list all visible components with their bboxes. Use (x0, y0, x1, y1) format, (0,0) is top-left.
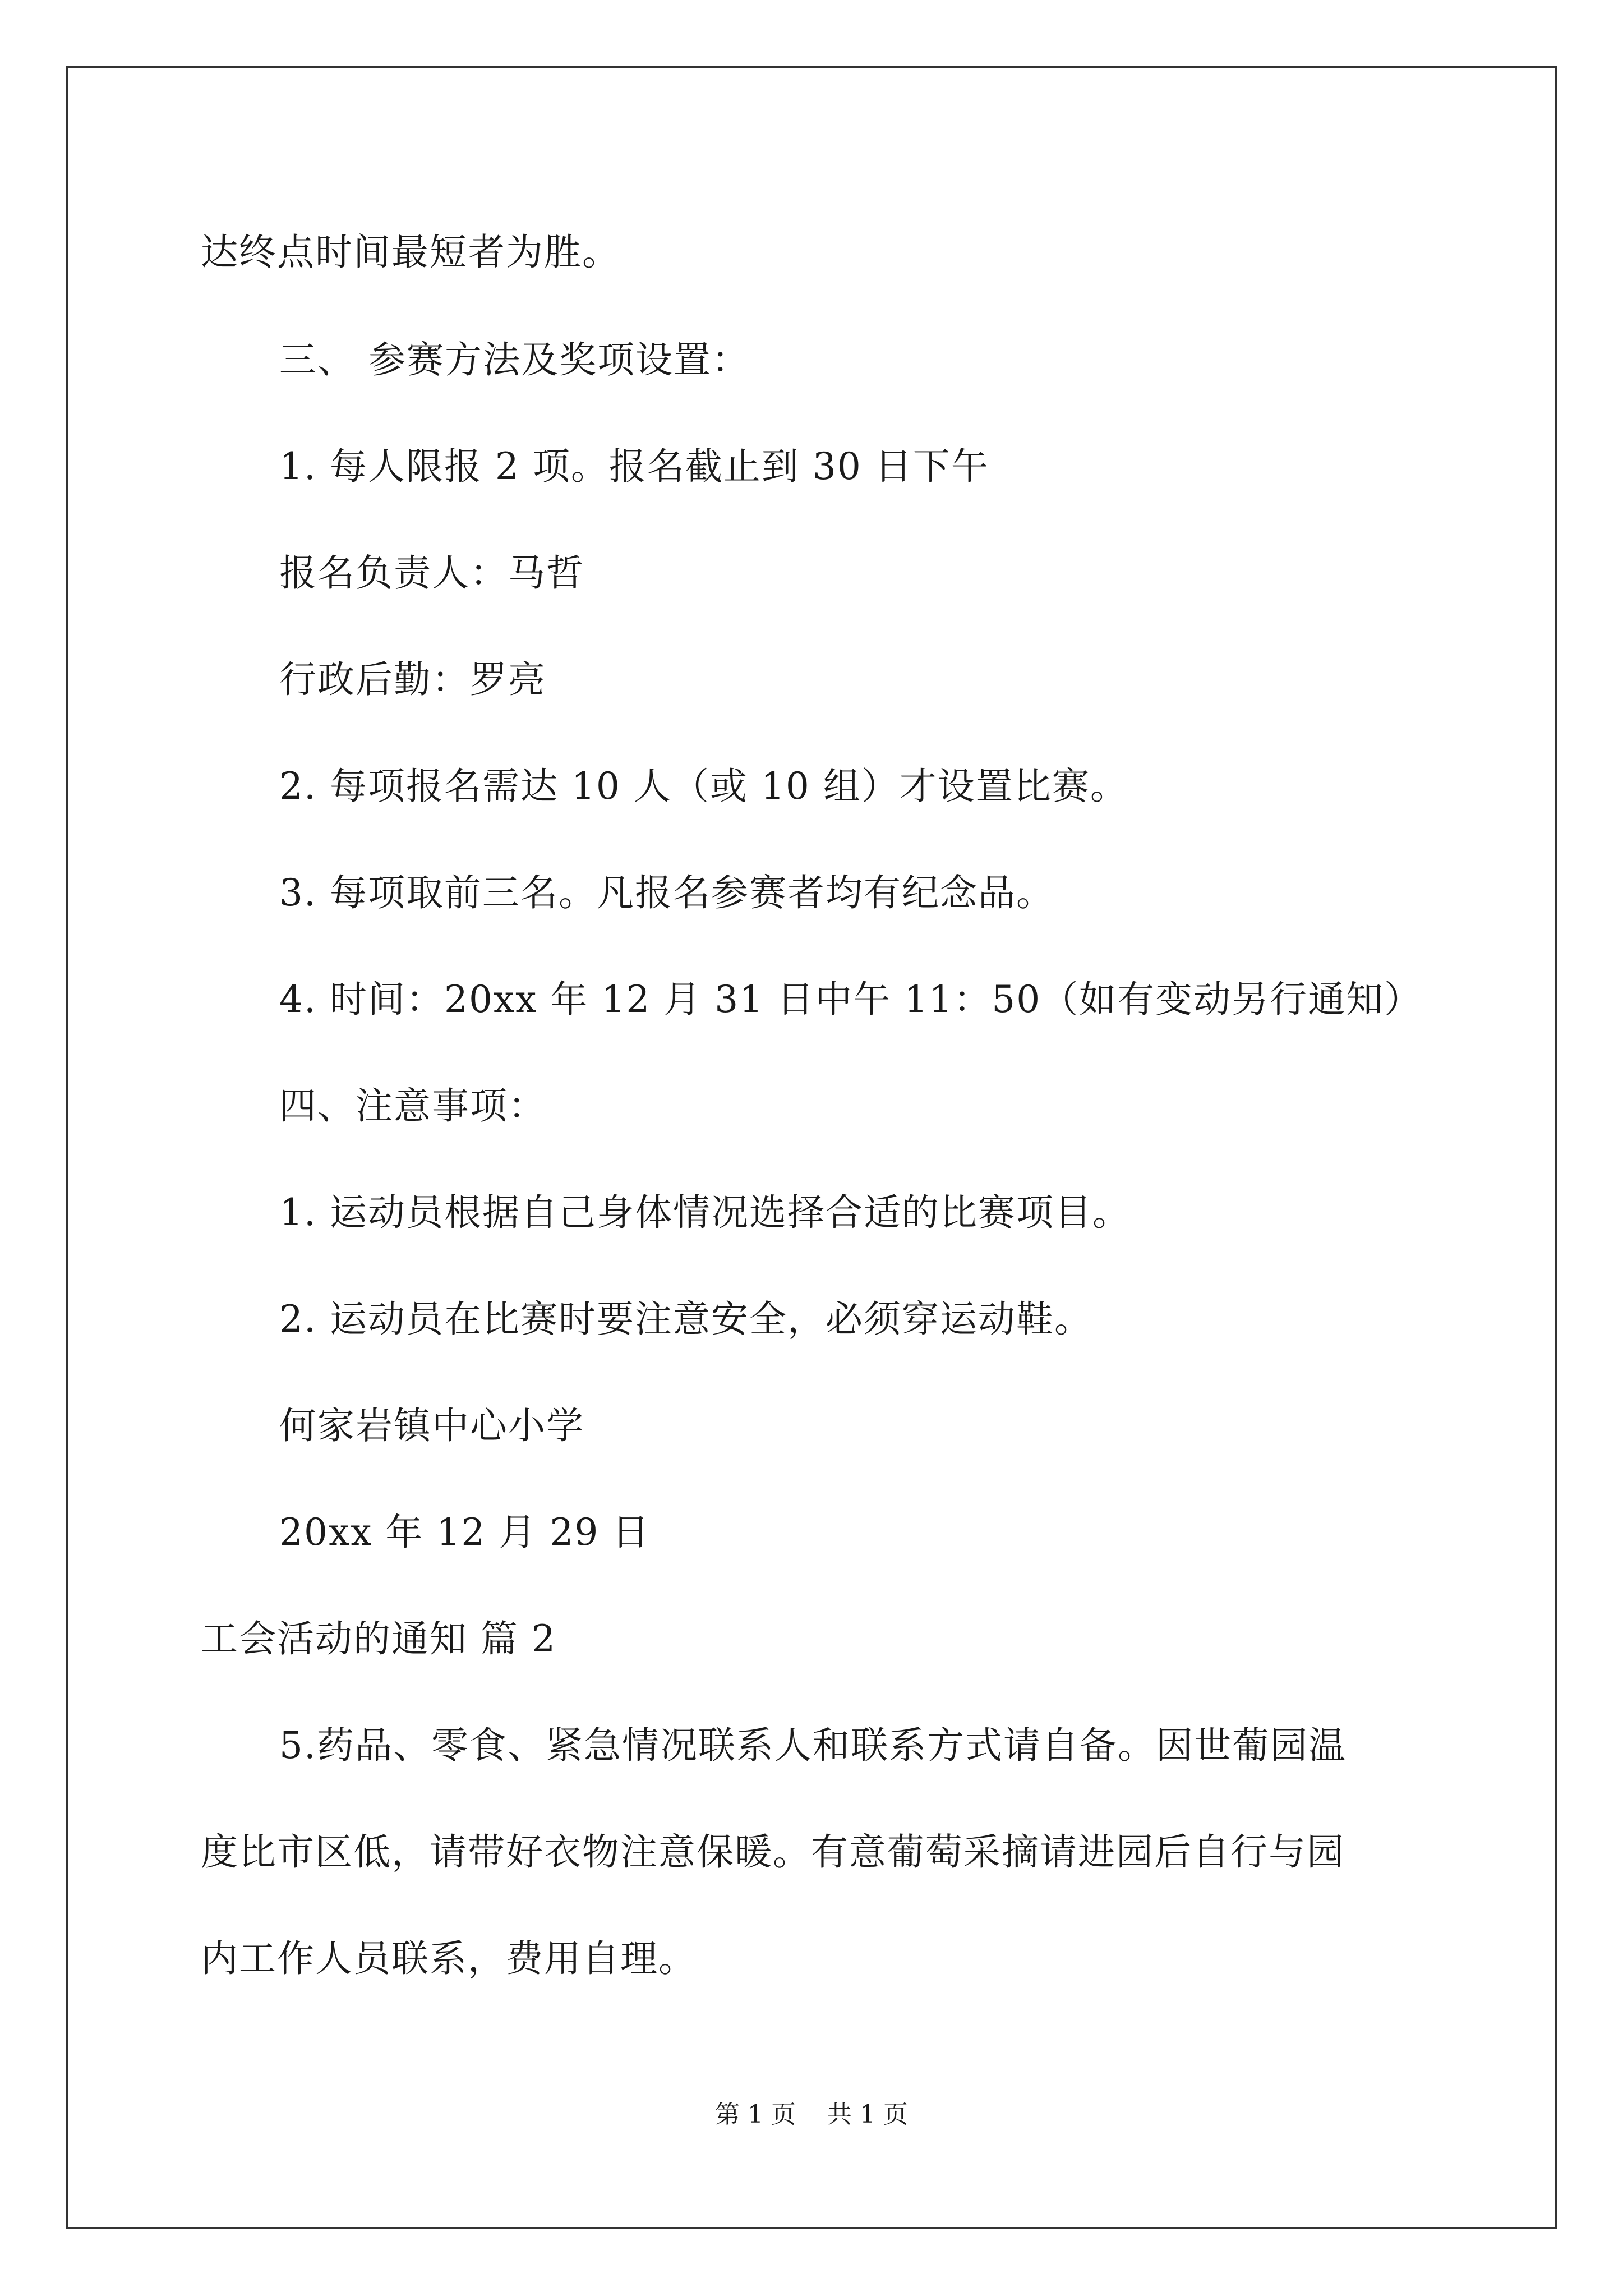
list-item: 2. 运动员在比赛时要注意安全，必须穿运动鞋。 (279, 1297, 1092, 1341)
body-line: 达终点时间最短者为胜。 (201, 231, 620, 274)
list-item: 1. 每人限报 2 项。报名截止到 30 日下午 (279, 445, 989, 488)
page-footer (0, 2099, 1623, 2131)
page-number: 第 1 页 (715, 2100, 796, 2129)
body-line: 度比市区低，请带好衣物注意保暖。有意葡萄采摘请进园后自行与园 (201, 1830, 1345, 1874)
body-line: 行政后勤：罗亮 (279, 658, 546, 701)
list-item: 2. 每项报名需达 10 人（或 10 组）才设置比赛。 (279, 765, 1128, 808)
list-item: 4. 时间：20xx 年 12 月 31 日中午 11：50（如有变动另行通知） (279, 978, 1423, 1021)
section-heading: 四、注意事项： (279, 1084, 546, 1128)
signature-org: 何家岩镇中心小学 (279, 1404, 584, 1447)
page-total: 共 1 页 (827, 2100, 908, 2129)
list-item: 1. 运动员根据自己身体情况选择合适的比赛项目。 (279, 1191, 1131, 1234)
body-line: 5.药品、零食、紧急情况联系人和联系方式请自备。因世葡园温 (279, 1724, 1347, 1767)
body-line: 内工作人员联系，费用自理。 (201, 1937, 697, 1980)
body-line: 报名负责人：马哲 (279, 551, 584, 595)
article-title: 工会活动的通知 篇 2 (201, 1617, 556, 1660)
section-heading: 三、 参赛方法及奖项设置： (279, 338, 750, 381)
list-item: 3. 每项取前三名。凡报名参赛者均有纪念品。 (279, 871, 1054, 914)
page-border (66, 66, 1557, 2229)
signature-date: 20xx 年 12 月 29 日 (279, 1511, 651, 1554)
